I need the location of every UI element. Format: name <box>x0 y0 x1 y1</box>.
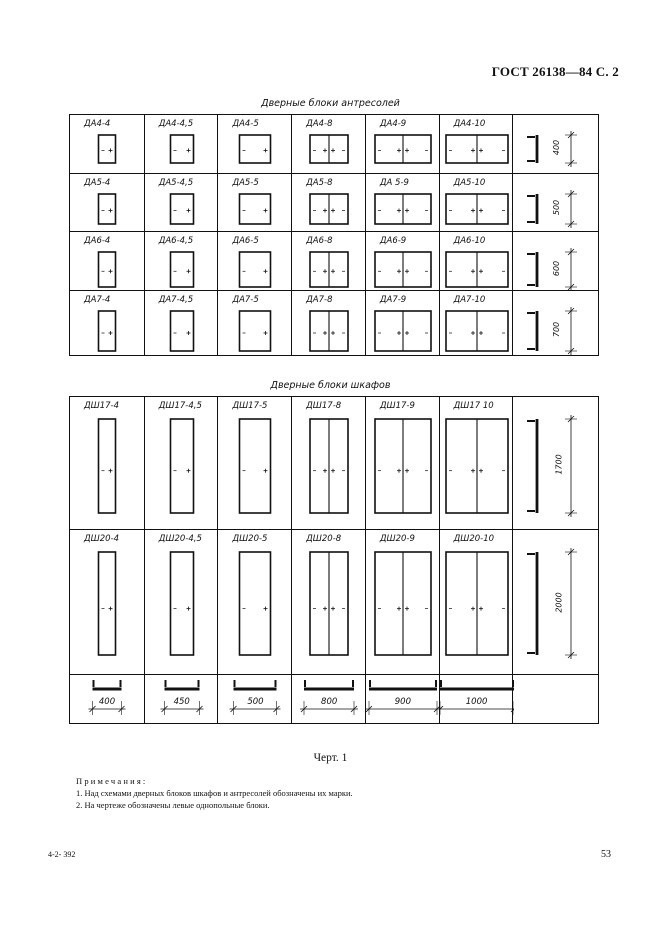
height-dimension-cell <box>512 115 598 173</box>
door-block-mark: ДА5-4 <box>84 178 111 188</box>
figure-caption: Черт. 1 <box>313 752 348 764</box>
height-dimension-cell <box>512 397 598 529</box>
door-block-mark: ДА6-10 <box>453 236 486 246</box>
antresol-section-title: Дверные блоки антресолей <box>261 98 400 109</box>
door-block-drawing <box>440 115 514 173</box>
door-block-drawing <box>145 397 219 529</box>
door-block-drawing <box>292 530 366 674</box>
door-block-drawing <box>70 530 144 674</box>
height-dimension-cell <box>512 174 598 231</box>
width-dimension-cell <box>217 675 291 723</box>
door-block-mark: ДШ17 10 <box>453 401 494 411</box>
door-block-mark: ДА 5-9 <box>379 178 409 188</box>
door-block-cell <box>291 174 365 231</box>
door-block-mark: ДА5-4,5 <box>158 178 194 188</box>
door-block-cell <box>144 397 218 529</box>
door-block-cell <box>291 115 365 173</box>
door-block-mark: ДА5-8 <box>306 178 333 188</box>
door-block-mark: ДА7-4,5 <box>158 295 194 305</box>
wardrobe-row <box>70 397 598 529</box>
door-block-mark: ДА7-9 <box>379 295 407 305</box>
door-block-drawing <box>440 530 514 674</box>
door-block-cell <box>217 530 291 674</box>
width-dimension-cell <box>144 675 218 723</box>
door-block-mark: ДА6-4,5 <box>158 236 194 246</box>
door-block-mark: ДШ17-4,5 <box>158 401 202 411</box>
door-block-drawing <box>292 397 366 529</box>
door-block-drawing <box>366 397 440 529</box>
antresol-row <box>70 231 598 290</box>
door-block-cell <box>217 397 291 529</box>
height-dimension-label: 2000 <box>554 591 564 613</box>
door-block-mark: ДА7-5 <box>232 295 259 305</box>
door-block-cell <box>217 174 291 231</box>
door-block-cell <box>70 174 144 231</box>
door-block-drawing <box>218 174 292 231</box>
antresol-row <box>70 115 598 173</box>
door-block-drawing <box>218 397 292 529</box>
door-block-mark: ДА4-5 <box>232 119 259 129</box>
door-block-cell <box>70 291 144 355</box>
door-block-drawing <box>440 232 514 290</box>
door-block-cell <box>217 291 291 355</box>
door-block-cell <box>144 232 218 290</box>
door-block-drawing <box>145 232 219 290</box>
door-block-mark: ДШ20-4 <box>84 534 120 544</box>
height-dimension-cell <box>512 291 598 355</box>
empty-cell <box>512 675 598 723</box>
door-block-drawing <box>70 115 144 173</box>
door-block-mark: ДШ17-4 <box>84 401 120 411</box>
door-block-drawing <box>366 115 440 173</box>
door-block-mark: ДШ20-8 <box>306 534 342 544</box>
door-block-mark: ДА4-8 <box>306 119 333 129</box>
door-block-cell <box>439 115 513 173</box>
door-block-mark: ДА6-9 <box>379 236 407 246</box>
door-block-mark: ДА6-4 <box>84 236 111 246</box>
door-block-mark: ДШ20-5 <box>232 534 268 544</box>
door-block-drawing <box>70 232 144 290</box>
width-dimension-label: 800 <box>321 697 338 707</box>
door-block-mark: ДА7-10 <box>453 295 486 305</box>
door-block-cell <box>70 115 144 173</box>
height-dimension-cell <box>512 530 598 674</box>
door-block-cell <box>144 174 218 231</box>
notes-block <box>76 775 353 811</box>
door-block-cell <box>144 530 218 674</box>
antresol-door-table <box>69 114 599 356</box>
door-block-drawing <box>70 291 144 355</box>
door-block-mark: ДА4-10 <box>453 119 486 129</box>
door-block-cell <box>291 232 365 290</box>
door-block-drawing <box>366 530 440 674</box>
door-block-cell <box>365 115 439 173</box>
door-block-cell <box>217 115 291 173</box>
wardrobe-row <box>70 529 598 674</box>
door-block-cell <box>439 174 513 231</box>
door-block-mark: ДА6-5 <box>232 236 259 246</box>
height-dimension-label: 600 <box>552 260 562 276</box>
door-block-mark: ДА4-4 <box>84 119 111 129</box>
height-dimension-label: 700 <box>552 321 562 338</box>
height-dimension-label: 400 <box>552 139 562 156</box>
door-block-cell <box>439 232 513 290</box>
door-block-drawing <box>292 115 366 173</box>
door-block-drawing <box>292 232 366 290</box>
door-block-mark: ДШ17-9 <box>379 401 415 411</box>
document-header: ГОСТ 26138—84 С. 2 <box>491 64 619 79</box>
width-dimension-cell <box>291 675 365 723</box>
door-block-mark: ДШ20-10 <box>453 534 495 544</box>
antresol-row <box>70 173 598 231</box>
door-block-mark: ДА7-4 <box>84 295 111 305</box>
door-block-drawing <box>366 174 440 231</box>
door-block-drawing <box>292 291 366 355</box>
door-block-drawing <box>145 174 219 231</box>
door-block-drawing <box>145 291 219 355</box>
note-item-2: 2. На чертеже обозначены левые однопольные блоки. <box>76 800 270 810</box>
door-block-mark: ДА5-5 <box>232 178 259 188</box>
door-block-drawing <box>218 232 292 290</box>
door-block-mark: ДА5-10 <box>453 178 486 188</box>
door-block-drawing <box>218 115 292 173</box>
height-dimension-cell <box>512 232 598 290</box>
door-block-cell <box>439 291 513 355</box>
notes-title: Примечания: <box>76 776 148 786</box>
door-block-drawing <box>70 397 144 529</box>
door-block-mark: ДШ17-8 <box>306 401 342 411</box>
door-block-mark: ДА4-9 <box>379 119 407 129</box>
door-block-cell <box>70 232 144 290</box>
door-block-mark: ДШ20-4,5 <box>158 534 202 544</box>
antresol-row <box>70 290 598 355</box>
door-block-cell <box>291 397 365 529</box>
width-dimension-row <box>70 674 598 723</box>
width-dimension-cell <box>365 675 439 723</box>
width-dimension-label: 450 <box>173 697 190 707</box>
door-block-drawing <box>145 530 219 674</box>
width-dimension-label: 1000 <box>465 697 488 707</box>
door-block-drawing <box>366 232 440 290</box>
print-code: 4-2- 392 <box>48 850 76 859</box>
page-number: 53 <box>601 849 611 860</box>
door-block-cell <box>70 530 144 674</box>
door-block-cell <box>365 232 439 290</box>
door-block-cell <box>70 397 144 529</box>
door-block-cell <box>217 232 291 290</box>
height-dimension-label: 500 <box>552 199 562 216</box>
door-block-drawing <box>440 397 514 529</box>
door-block-drawing <box>70 174 144 231</box>
door-block-drawing <box>218 291 292 355</box>
door-block-cell <box>365 530 439 674</box>
door-block-mark: ДШ20-9 <box>379 534 415 544</box>
wardrobe-section-title: Дверные блоки шкафов <box>270 380 391 391</box>
door-block-mark: ДШ17-5 <box>232 401 268 411</box>
door-block-cell <box>439 397 513 529</box>
door-block-mark: ДА7-8 <box>306 295 333 305</box>
note-item-1: 1. Над схемами дверных блоков шкафов и антресолей обозначены их марки. <box>76 788 353 798</box>
width-dimension-cell <box>439 675 513 723</box>
door-block-cell <box>144 291 218 355</box>
door-block-cell <box>439 530 513 674</box>
width-dimension-label: 400 <box>98 697 116 707</box>
width-dimension-cell <box>70 675 144 723</box>
door-block-cell <box>365 397 439 529</box>
width-dimension-label: 900 <box>394 697 411 707</box>
door-block-cell <box>365 291 439 355</box>
door-block-drawing <box>366 291 440 355</box>
wardrobe-door-table <box>69 396 599 724</box>
door-block-mark: ДА4-4,5 <box>158 119 194 129</box>
door-block-mark: ДА6-8 <box>306 236 333 246</box>
door-block-cell <box>365 174 439 231</box>
door-block-cell <box>291 291 365 355</box>
door-block-drawing <box>218 530 292 674</box>
door-block-cell <box>291 530 365 674</box>
door-block-cell <box>144 115 218 173</box>
height-dimension-label: 1700 <box>554 454 564 475</box>
door-block-drawing <box>440 291 514 355</box>
door-block-drawing <box>440 174 514 231</box>
door-block-drawing <box>145 115 219 173</box>
width-dimension-label: 500 <box>247 697 264 707</box>
door-block-drawing <box>292 174 366 231</box>
